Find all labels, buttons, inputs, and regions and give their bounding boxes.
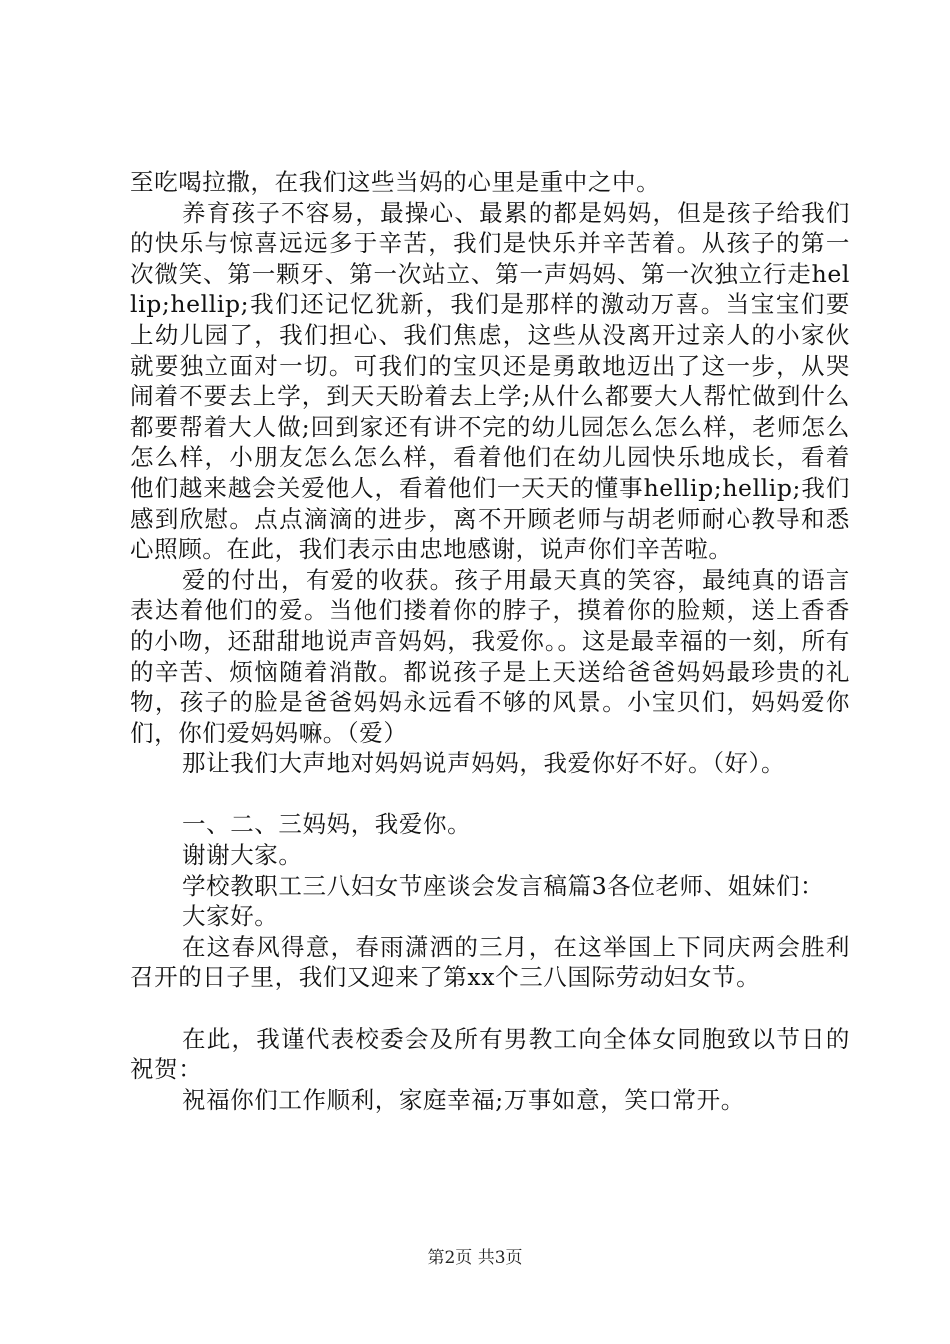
- paragraph-1: 至吃喝拉撒，在我们这些当妈的心里是重中之中。: [130, 168, 661, 196]
- paragraph-3: 爱的付出，有爱的收获。孩子用最天真的笑容，最纯真的语言表达着他们的爱。当他们搂着你的脖子，摸着你的脸颊，送上香香的小吻，还甜甜地说声音妈妈，我爱你。。这是最幸福的一刻，所有的辛苦、烦恼随着消散。都说孩子是上天送给爸爸妈妈最珍贵的礼物，孩子的脸是爸爸妈妈永远看不够的风景。小宝贝们，妈妈爱你们，你们爱妈妈嘛。（爱）: [130, 565, 850, 747]
- blank-line: [130, 993, 850, 1024]
- paragraph-2: 养育孩子不容易，最操心、最累的都是妈妈，但是孩子给我们的快乐与惊喜远远多于辛苦，我们是快乐并辛苦着。从孩子的第一次微笑、第一颗牙、第一次站立、第一声妈妈、第一次独立行走hellip;hellip;我们还记忆犹新，我们是那样的激动万喜。当宝宝们要上幼儿园了，我们担心、我们焦虑，这些从没离开过亲人的小家伙就要独立面对一切。可我们的宝贝还是勇敢地迈出了这一步，从哭闹着不要去上学，到天天盼着去上学;从什么都要大人帮忙做到什么都要帮着大人做;回到家还有讲不完的幼儿园怎么怎么样，老师怎么怎么样，小朋友怎么怎么样，看着他们在幼儿园快乐地成长，看着他们越来越会关爱他人，看着他们一天天的懂事hellip;hellip;我们感到欣慰。点点滴滴的进步，离不开顾老师与胡老师耐心教导和悉心照顾。在此，我们表示由忠地感谢，说声你们辛苦啦。: [130, 198, 850, 564]
- paragraph-6: 谢谢大家。: [182, 841, 303, 870]
- document-body: [130, 167, 850, 1115]
- blank-line: [130, 779, 850, 810]
- paragraph-7: 学校教职工三八妇女节座谈会发言稿篇3各位老师、姐妹们：: [182, 871, 825, 900]
- paragraph-8: 大家好。: [182, 902, 279, 931]
- page-footer: 第2页 共3页: [427, 1248, 523, 1268]
- paragraph-11: 祝福你们工作顺利，家庭幸福;万事如意，笑口常开。: [182, 1085, 745, 1114]
- paragraph-5: 一、二、三妈妈，我爱你。: [182, 810, 472, 839]
- paragraph-9: 在这春风得意，春雨潇洒的三月，在这举国上下同庆两会胜利召开的日子里，我们又迎来了第xx个三八国际劳动妇女节。: [130, 932, 850, 992]
- paragraph-10: 在此，我谨代表校委会及所有男教工向全体女同胞致以节日的祝贺：: [130, 1024, 850, 1084]
- paragraph-4: 那让我们大声地对妈妈说声妈妈，我爱你好不好。（好）。: [182, 749, 786, 778]
